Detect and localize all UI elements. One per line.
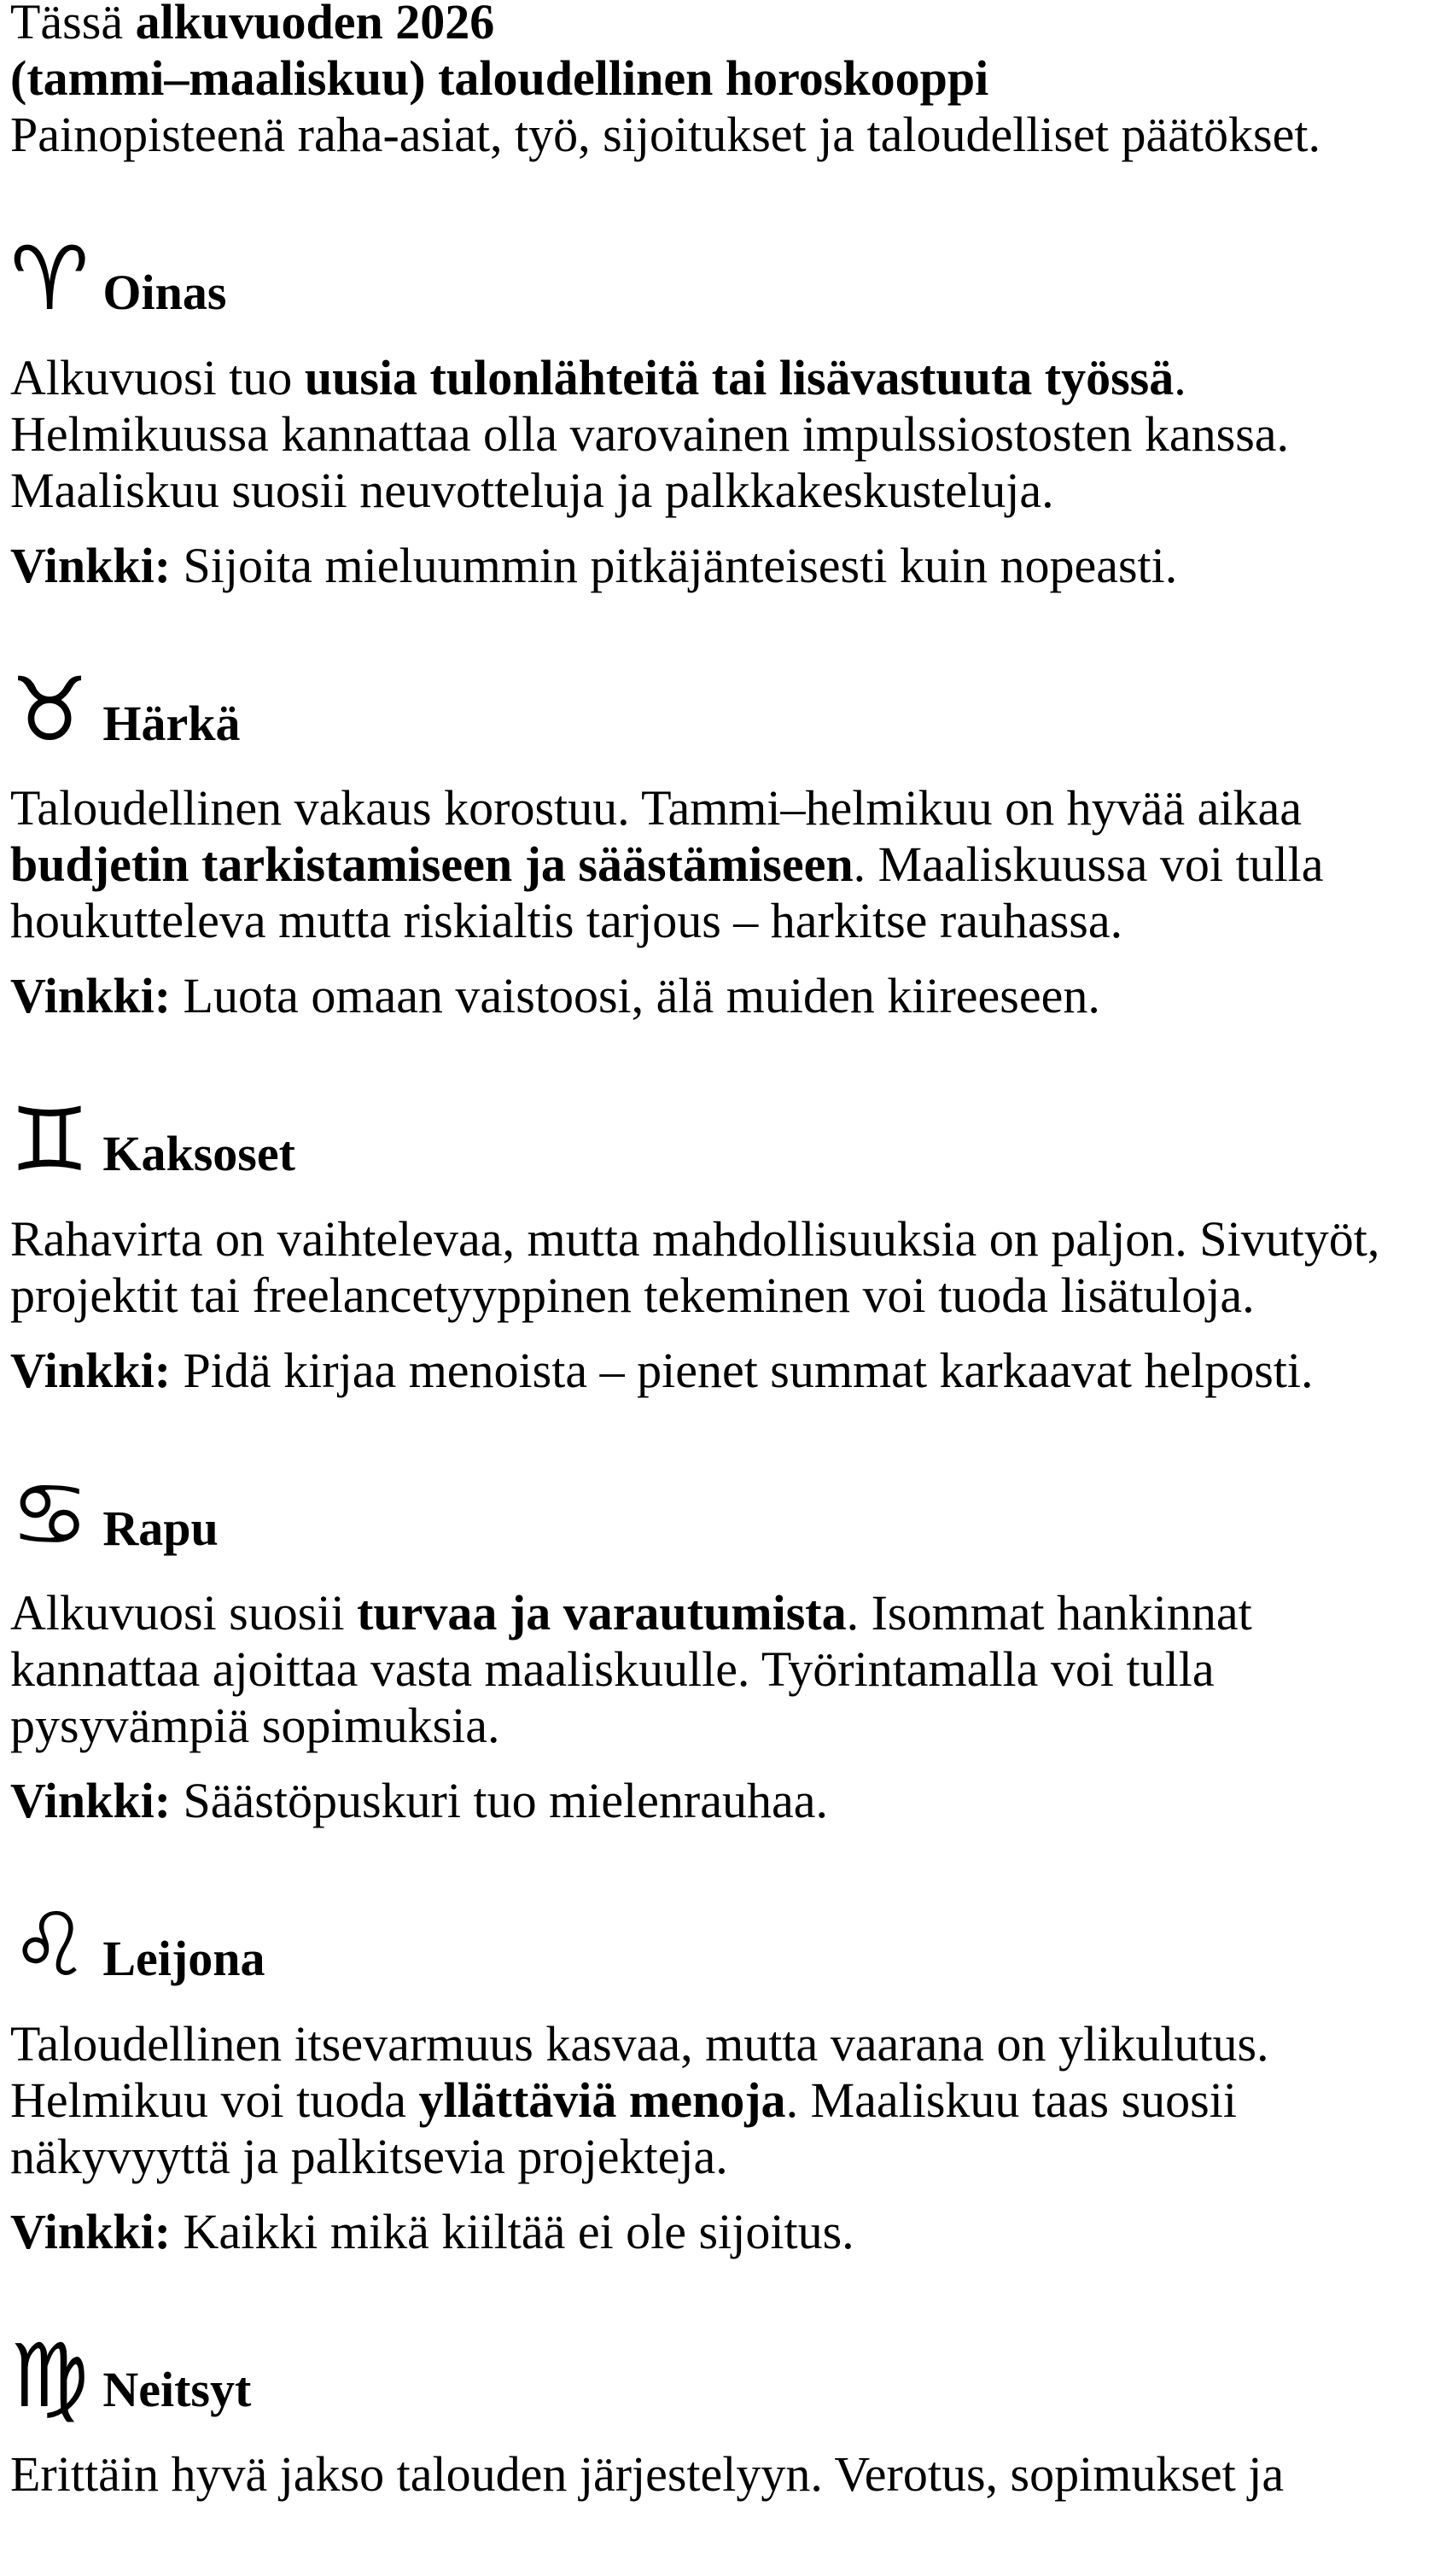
tip-text: Säästöpuskuri tuo mielenrauhaa. bbox=[171, 1773, 828, 1828]
tip-label: Vinkki: bbox=[10, 1773, 172, 1828]
sign-forecast bbox=[10, 350, 1410, 519]
tip-text: Pidä kirjaa menoista – pienet summat karkaavat helposti. bbox=[171, 1342, 1314, 1398]
forecast-text: Alkuvuosi suosii bbox=[10, 1585, 358, 1641]
title-bold-text: alkuvuoden 2026 bbox=[135, 0, 495, 50]
forecast-bold-text: uusia tulonlähteitä tai lisävastuuta työssä bbox=[304, 349, 1175, 405]
sign-tip bbox=[10, 2204, 1410, 2260]
tip-label: Vinkki: bbox=[10, 968, 172, 1023]
sign-name: Oinas bbox=[102, 265, 227, 320]
tip-text: Luota omaan vaistoosi, älä muiden kiireeseen. bbox=[171, 968, 1100, 1023]
tip-text: Kaikki mikä kiiltää ei ole sijoitus. bbox=[171, 2203, 854, 2259]
section-kaksoset bbox=[10, 1089, 1410, 1399]
virgo-symbol-icon: ♍ bbox=[10, 2324, 90, 2427]
gemini-symbol-icon: ♊ bbox=[10, 1089, 90, 1192]
sign-name: Härkä bbox=[102, 695, 241, 751]
sign-forecast bbox=[10, 1585, 1410, 1754]
sign-forecast bbox=[10, 780, 1410, 949]
sign-name: Rapu bbox=[102, 1500, 219, 1556]
tip-label: Vinkki: bbox=[10, 537, 172, 593]
forecast-text: Taloudellinen itsevarmuus kasvaa, mutta vaarana on ylikulutus. Helmikuu voi tuoda bbox=[10, 2015, 1269, 2128]
forecast-text-after: . Isommat hankinnat kannattaa ajoittaa vasta maaliskuulle. Työrintamalla voi tulla pysyvämpiä sopimuksia. bbox=[10, 1585, 1252, 1753]
sign-heading bbox=[10, 1464, 1410, 1567]
sign-tip bbox=[10, 538, 1410, 594]
forecast-text: Alkuvuosi tuo bbox=[10, 349, 305, 405]
sign-tip bbox=[10, 1773, 1410, 1829]
sign-heading bbox=[10, 1089, 1410, 1192]
sign-name: Kaksoset bbox=[102, 1126, 295, 1181]
aries-symbol-icon: ♈ bbox=[10, 228, 90, 330]
title-regular-text: Tässä bbox=[10, 0, 136, 50]
forecast-text-after: . Helmikuussa kannattaa olla varovainen impulssiostosten kanssa. Maaliskuu suosii neuvotteluja ja palkkakeskusteluja. bbox=[10, 349, 1290, 518]
title-line-2: (tammi–maaliskuu) taloudellinen horoskooppi bbox=[10, 50, 989, 106]
sign-tip bbox=[10, 1343, 1410, 1399]
document-header bbox=[10, 0, 1410, 163]
section-oinas bbox=[10, 228, 1410, 594]
section-harka bbox=[10, 659, 1410, 1025]
tip-text: Sijoita mieluummin pitkäjänteisesti kuin nopeasti. bbox=[171, 537, 1178, 593]
taurus-symbol-icon: ♉ bbox=[10, 658, 90, 761]
forecast-text: Rahavirta on vaihtelevaa, mutta mahdollisuuksia on paljon. Sivutyöt, projektit tai freelancetyyppinen tekeminen voi tuoda lisätuloja. bbox=[10, 1210, 1380, 1323]
section-neitsyt bbox=[10, 2325, 1410, 2503]
sign-forecast bbox=[10, 2446, 1410, 2503]
sign-heading bbox=[10, 659, 1410, 762]
section-rapu bbox=[10, 1464, 1410, 1830]
sign-heading bbox=[10, 1894, 1410, 1997]
cancer-symbol-icon: ♋ bbox=[10, 1463, 90, 1566]
sign-heading bbox=[10, 228, 1410, 331]
forecast-bold-text: yllättäviä menoja bbox=[418, 2072, 786, 2128]
tip-label: Vinkki: bbox=[10, 2203, 172, 2259]
sign-forecast bbox=[10, 2016, 1410, 2185]
forecast-text: Taloudellinen vakaus korostuu. Tammi–helmikuu on hyvää aikaa bbox=[10, 780, 1302, 836]
forecast-bold-text: budjetin tarkistamiseen ja säästämiseen bbox=[10, 836, 854, 892]
section-leijona bbox=[10, 1894, 1410, 2260]
subtitle: Painopisteenä raha-asiat, työ, sijoitukset ja taloudelliset päätökset. bbox=[10, 107, 1320, 162]
sign-forecast bbox=[10, 1211, 1410, 1324]
sign-name: Neitsyt bbox=[102, 2361, 252, 2417]
sign-heading bbox=[10, 2325, 1410, 2428]
sign-name: Leijona bbox=[102, 1931, 265, 1986]
forecast-text-after: . Maaliskuussa voi tulla houkutteleva mutta riskialtis tarjous – harkitse rauhassa. bbox=[10, 836, 1324, 948]
title-line-1 bbox=[10, 0, 1410, 50]
tip-label: Vinkki: bbox=[10, 1342, 172, 1398]
forecast-bold-text: turvaa ja varautumista bbox=[357, 1585, 847, 1641]
sign-tip bbox=[10, 968, 1410, 1024]
forecast-text: Erittäin hyvä jakso talouden järjestelyyn. Verotus, sopimukset ja bbox=[10, 2446, 1285, 2502]
forecast-text-after: . Maaliskuu taas suosii näkyvyyttä ja palkitsevia projekteja. bbox=[10, 2072, 1237, 2184]
leo-symbol-icon: ♌ bbox=[10, 1894, 90, 1996]
